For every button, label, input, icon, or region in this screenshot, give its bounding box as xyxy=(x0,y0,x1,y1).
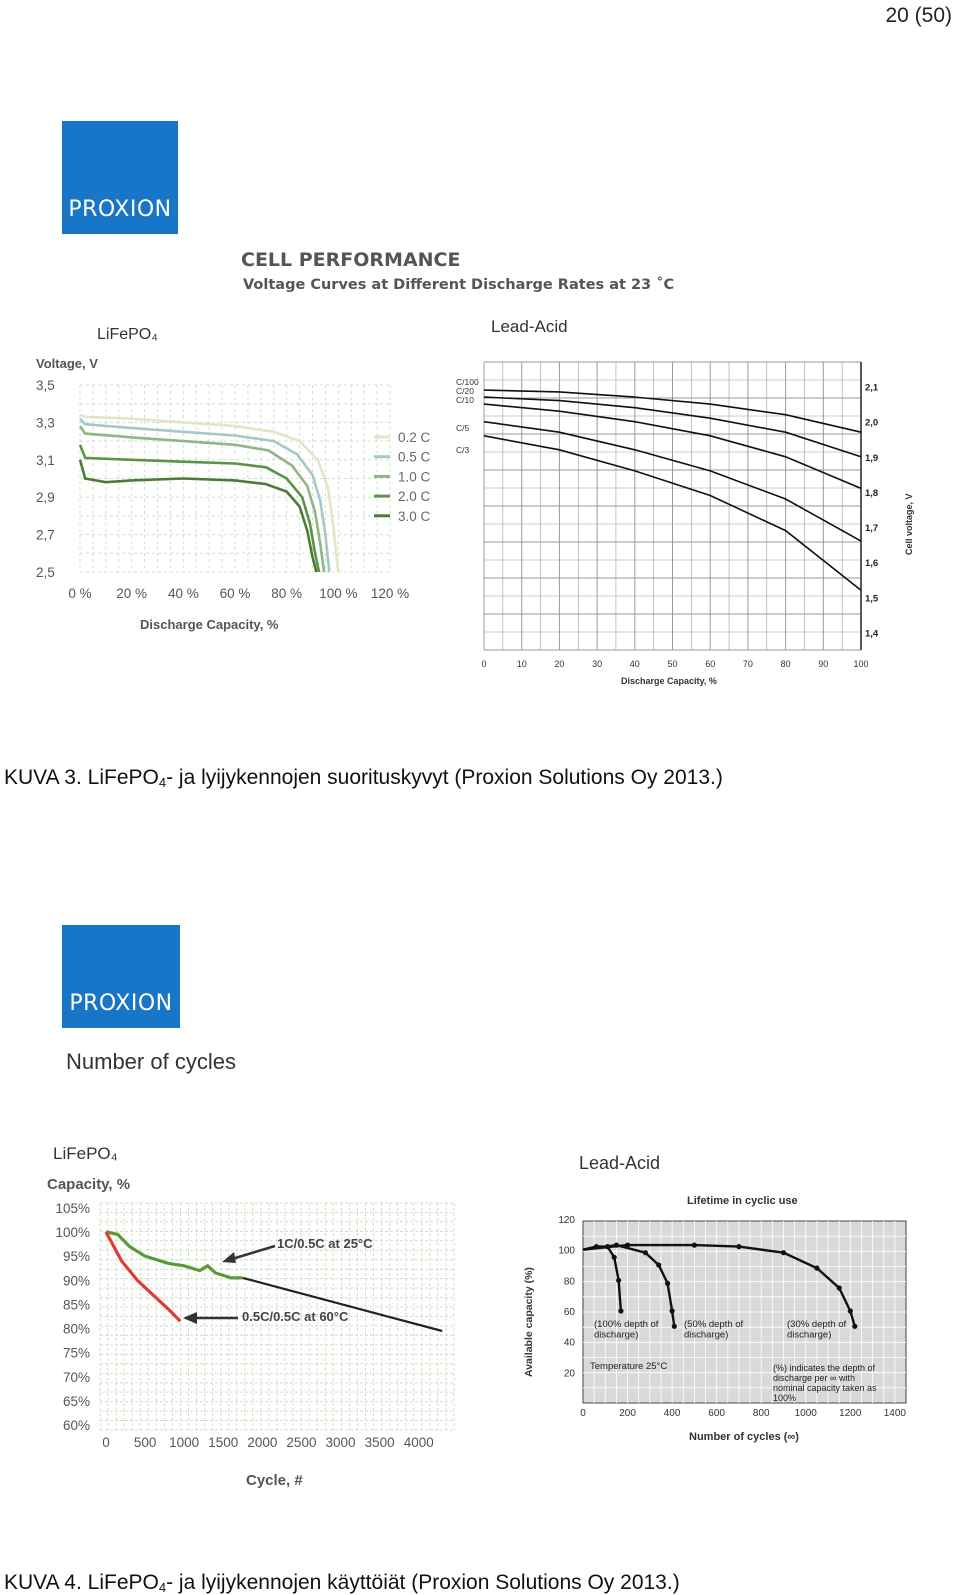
y-tick-label: 100 xyxy=(558,1245,575,1257)
y-axis-label: Available capacity (%) xyxy=(523,1267,535,1377)
y-tick-label: 60% xyxy=(62,1418,90,1434)
x-tick-label: 3500 xyxy=(364,1435,395,1450)
y-tick-label: 80% xyxy=(62,1321,90,1337)
series-label: C/10 xyxy=(456,395,474,405)
figure-caption xyxy=(4,766,723,790)
figure-title: Number of cycles xyxy=(66,1049,236,1074)
y-tick-label: 95% xyxy=(62,1249,90,1265)
x-tick-label: 600 xyxy=(708,1408,725,1419)
x-tick-label: 1000 xyxy=(794,1408,817,1419)
legend-label: 0.5 C xyxy=(398,449,431,465)
data-point xyxy=(618,1308,623,1313)
series-label: C/100 xyxy=(456,377,479,387)
legend-label: 0.2 C xyxy=(398,430,431,445)
y-tick-label: 105% xyxy=(55,1200,90,1216)
y-tick-label: 1,6 xyxy=(865,558,879,570)
y-axis-label: Cell voltage, V xyxy=(904,493,914,555)
y-axis-label: Voltage, V xyxy=(36,356,98,371)
proxion-logo xyxy=(62,121,178,234)
data-point xyxy=(852,1324,857,1329)
x-tick-label: 2000 xyxy=(247,1435,278,1450)
chart-title: Lifetime in cyclic use xyxy=(687,1195,798,1207)
annotation-label: Temperature 25°C xyxy=(590,1361,668,1372)
x-tick-label: 40 xyxy=(629,659,640,669)
x-tick-label: 1500 xyxy=(208,1435,239,1450)
x-tick-label: 800 xyxy=(752,1408,770,1419)
y-tick-label: 90% xyxy=(62,1273,90,1289)
x-tick-label: 10 xyxy=(516,659,527,669)
x-tick-label: 0 xyxy=(481,659,487,669)
y-tick-label: 1,9 xyxy=(865,452,879,464)
annotation-label: 100% xyxy=(773,1393,797,1403)
annotation-label: nominal capacity taken as xyxy=(773,1383,877,1393)
annotation-label: 1C/0.5C at 25°C xyxy=(277,1236,373,1251)
annotation-label: (50% depth of xyxy=(684,1319,744,1330)
data-point xyxy=(616,1278,621,1283)
x-tick-label: 0 xyxy=(580,1408,586,1419)
y-tick-label: 3,3 xyxy=(36,415,55,431)
caption-subscript: 4 xyxy=(158,1580,167,1595)
caption-text: - ja lyijykennojen käyttöiät (Proxion Solutions Oy 2013.) xyxy=(166,1571,680,1594)
series-line xyxy=(106,1232,180,1321)
y-tick-label: 3,1 xyxy=(36,452,55,468)
x-tick-label: 20 % xyxy=(116,586,148,601)
y-tick-label: 1,8 xyxy=(865,487,879,499)
x-tick-label: 40 % xyxy=(167,586,199,601)
annotation-label: (100% depth of xyxy=(594,1319,659,1330)
x-tick-label: 100 xyxy=(853,659,869,669)
annotation-label: (30% depth of xyxy=(787,1319,847,1330)
x-tick-label: 1200 xyxy=(839,1408,862,1419)
annotation-label: discharge) xyxy=(594,1329,639,1341)
y-tick-label: 2,5 xyxy=(36,565,55,580)
y-tick-label: 2,9 xyxy=(36,490,55,506)
data-point xyxy=(612,1255,617,1260)
y-tick-label: 2,0 xyxy=(865,417,879,429)
y-tick-label: 60 xyxy=(563,1307,575,1318)
y-tick-label: 70% xyxy=(62,1369,90,1385)
annotation-label: discharge) xyxy=(787,1329,832,1341)
lead-acid-voltage-chart xyxy=(450,310,930,695)
data-point xyxy=(665,1281,670,1286)
x-tick-label: 60 xyxy=(705,659,716,669)
y-tick-label: 80 xyxy=(563,1276,575,1288)
series-line xyxy=(106,1232,243,1278)
x-tick-label: 50 xyxy=(667,659,678,669)
x-tick-label: 80 xyxy=(780,659,791,669)
logo-text: PROXION xyxy=(69,991,173,1016)
annotation-label: discharge per ∞ with xyxy=(773,1373,855,1383)
series-label: C/3 xyxy=(456,445,470,455)
series-line xyxy=(80,445,319,572)
annotation-label: discharge) xyxy=(684,1329,729,1341)
caption-text: KUVA 4. LiFePO xyxy=(4,1571,159,1594)
lifepo4-voltage-chart xyxy=(20,310,460,650)
caption-text: - ja lyijykennojen suorituskyvyt (Proxion Solutions Oy 2013.) xyxy=(166,766,723,789)
y-tick-label: 2,1 xyxy=(865,382,879,394)
x-tick-label: 100 % xyxy=(319,586,358,601)
data-point xyxy=(625,1243,630,1248)
annotation-label: 0.5C/0.5C at 60°C xyxy=(242,1309,349,1324)
x-tick-label: 200 xyxy=(619,1408,636,1419)
x-tick-label: 1400 xyxy=(883,1408,906,1419)
y-tick-label: 75% xyxy=(62,1345,90,1361)
chart-panel-title xyxy=(97,326,158,343)
x-tick-label: 2500 xyxy=(286,1435,317,1450)
caption-text: KUVA 3. LiFePO xyxy=(4,766,159,789)
x-tick-label: 400 xyxy=(663,1408,681,1419)
x-axis-label: Discharge Capacity, % xyxy=(140,617,279,632)
x-tick-label: 3000 xyxy=(325,1435,356,1450)
figure-caption xyxy=(4,1571,680,1595)
x-tick-label: 30 xyxy=(592,659,603,669)
y-tick-label: 2,7 xyxy=(36,527,55,543)
y-tick-label: 85% xyxy=(62,1297,90,1313)
lifepo4-cycles-chart xyxy=(20,1135,470,1495)
data-point xyxy=(692,1243,697,1248)
x-axis-label: Number of cycles (∞) xyxy=(689,1431,799,1443)
data-point xyxy=(670,1308,675,1313)
cell-performance-subtitle: Voltage Curves at Different Discharge Rates at 23 ˚C xyxy=(243,277,675,293)
caption-subscript: 4 xyxy=(158,775,167,790)
data-point xyxy=(837,1285,842,1290)
data-point xyxy=(848,1308,853,1313)
y-tick-label: 3,5 xyxy=(36,378,55,393)
legend-label: 2.0 C xyxy=(398,489,431,505)
y-tick-label: 65% xyxy=(62,1394,90,1410)
data-point xyxy=(736,1244,741,1249)
y-tick-label: 1,5 xyxy=(865,593,879,605)
x-tick-label: 60 % xyxy=(219,586,251,601)
x-tick-label: 90 xyxy=(818,659,829,669)
chart-panel-title-text: LiFePO₄ xyxy=(97,326,158,343)
chart-panel-title: LiFePO₄ xyxy=(53,1144,118,1163)
lead-acid-cycles-chart xyxy=(515,1145,935,1450)
y-tick-label: 100% xyxy=(55,1224,90,1240)
chart-panel-title: Lead-Acid xyxy=(491,317,568,336)
x-tick-label: 1000 xyxy=(169,1435,200,1450)
data-point xyxy=(672,1324,677,1329)
y-tick-label: 40 xyxy=(563,1337,575,1349)
x-axis-label: Discharge Capacity, % xyxy=(621,676,717,686)
data-point xyxy=(656,1262,661,1267)
y-axis-label: Capacity, % xyxy=(47,1176,131,1193)
y-tick-label: 1,7 xyxy=(865,523,879,535)
x-tick-label: 120 % xyxy=(370,586,410,601)
data-point xyxy=(814,1266,819,1271)
x-tick-label: 500 xyxy=(133,1435,157,1450)
annotation-arrowhead xyxy=(183,1312,197,1324)
data-point xyxy=(643,1250,648,1255)
cell-performance-title: CELL PERFORMANCE xyxy=(241,249,461,271)
annotation-label: (%) indicates the depth of xyxy=(773,1363,876,1373)
y-tick-label: 20 xyxy=(563,1368,575,1380)
proxion-logo xyxy=(62,925,180,1028)
x-axis-label: Cycle, # xyxy=(246,1472,303,1489)
x-tick-label: 0 % xyxy=(68,586,92,601)
data-point xyxy=(781,1250,786,1255)
x-tick-label: 20 xyxy=(554,659,565,669)
chart-panel-title: Lead-Acid xyxy=(579,1153,661,1173)
x-tick-label: 4000 xyxy=(403,1435,434,1450)
x-tick-label: 80 % xyxy=(271,586,303,601)
y-tick-label: 1,4 xyxy=(865,628,879,640)
x-tick-label: 70 xyxy=(742,659,753,669)
page-number: 20 (50) xyxy=(885,4,952,27)
legend-label: 1.0 C xyxy=(398,469,431,485)
legend-label: 3.0 C xyxy=(398,508,431,524)
x-tick-label: 0 xyxy=(102,1435,110,1450)
series-label: C/5 xyxy=(456,423,470,433)
logo-text: PROXION xyxy=(68,197,172,222)
y-tick-label: 120 xyxy=(558,1215,575,1226)
annotation-arrow xyxy=(232,1246,275,1259)
series-label: C/20 xyxy=(456,386,474,396)
